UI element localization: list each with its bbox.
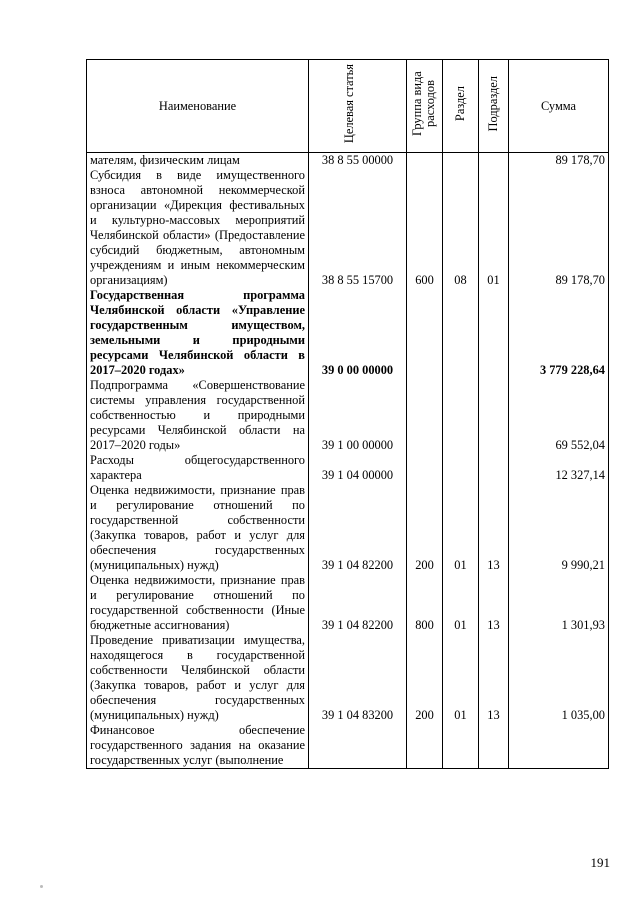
cell-section xyxy=(443,288,479,378)
cell-section xyxy=(443,378,479,453)
cell-name: Проведение приватизации имущества, находящегося в государственной собственности Челябинской области (Закупка товаров, работ и услуг для обеспечения государственных (муниципальных) нужд) xyxy=(87,633,309,723)
cell-name: мателям, физическим лицам xyxy=(87,153,309,169)
cell-target: 39 1 00 00000 xyxy=(309,378,407,453)
header-expense-group: Группа вида расходов xyxy=(407,60,443,153)
cell-name: Государственная программа Челябинской области «Управление государственным имуществом, земельными и природными ресурсами Челябинской области в 2017–2020 годах» xyxy=(87,288,309,378)
cell-group xyxy=(407,378,443,453)
cell-section: 08 xyxy=(443,168,479,288)
cell-target xyxy=(309,723,407,769)
cell-subsection xyxy=(479,453,509,483)
cell-sum: 1 301,93 xyxy=(509,573,609,633)
cell-name: Оценка недвижимости, признание прав и регулирование отношений по государственной собственности (Закупка товаров, работ и услуг для обеспечения государственных (муниципальных) нужд) xyxy=(87,483,309,573)
cell-subsection: 01 xyxy=(479,168,509,288)
cell-name: Финансовое обеспечение государственного задания на оказание государственных услуг (выполнение xyxy=(87,723,309,769)
cell-group xyxy=(407,453,443,483)
cell-sum: 69 552,04 xyxy=(509,378,609,453)
scan-artifact xyxy=(40,885,43,888)
cell-subsection: 13 xyxy=(479,633,509,723)
cell-sum: 9 990,21 xyxy=(509,483,609,573)
table-row xyxy=(87,573,609,633)
cell-target: 39 1 04 82200 xyxy=(309,483,407,573)
header-target: Целевая статья xyxy=(309,60,407,153)
cell-subsection: 13 xyxy=(479,573,509,633)
cell-target: 38 8 55 00000 xyxy=(309,153,407,169)
table-row xyxy=(87,453,609,483)
table-row xyxy=(87,288,609,378)
cell-name: Подпрограмма «Совершенствование системы управления государственной собственностью и природными ресурсами Челябинской области на 2017–2020 годы» xyxy=(87,378,309,453)
budget-table xyxy=(86,59,609,769)
cell-sum: 3 779 228,64 xyxy=(509,288,609,378)
cell-subsection xyxy=(479,288,509,378)
header-section: Раздел xyxy=(443,60,479,153)
cell-target: 39 1 04 00000 xyxy=(309,453,407,483)
cell-target: 39 0 00 00000 xyxy=(309,288,407,378)
cell-subsection xyxy=(479,378,509,453)
header-sum: Сумма xyxy=(509,60,609,153)
table-row xyxy=(87,168,609,288)
cell-sum xyxy=(509,723,609,769)
cell-name: Расходы общегосударственного характера xyxy=(87,453,309,483)
cell-group: 800 xyxy=(407,573,443,633)
cell-subsection xyxy=(479,153,509,169)
cell-subsection: 13 xyxy=(479,483,509,573)
table-row xyxy=(87,378,609,453)
cell-sum: 89 178,70 xyxy=(509,168,609,288)
cell-group xyxy=(407,723,443,769)
cell-section: 01 xyxy=(443,633,479,723)
cell-group xyxy=(407,288,443,378)
cell-section xyxy=(443,153,479,169)
header-name: Наименование xyxy=(87,60,309,153)
table-header xyxy=(87,60,609,153)
table-row xyxy=(87,723,609,769)
cell-sum: 89 178,70 xyxy=(509,153,609,169)
cell-name: Субсидия в виде имущественного взноса автономной некоммерческой организации «Дирекция фестивальных и культурно-массовых мероприятий Челябинской области» (Предоставление субсидий бюджетным, автономным учреждениям и иным некоммерческим организациям) xyxy=(87,168,309,288)
cell-sum: 12 327,14 xyxy=(509,453,609,483)
cell-sum: 1 035,00 xyxy=(509,633,609,723)
table-row xyxy=(87,483,609,573)
cell-section xyxy=(443,453,479,483)
cell-section: 01 xyxy=(443,573,479,633)
table-row xyxy=(87,633,609,723)
cell-section: 01 xyxy=(443,483,479,573)
header-subsection: Подраздел xyxy=(479,60,509,153)
page-number: 191 xyxy=(590,855,610,870)
cell-target: 38 8 55 15700 xyxy=(309,168,407,288)
cell-group: 200 xyxy=(407,483,443,573)
cell-target: 39 1 04 83200 xyxy=(309,633,407,723)
cell-target: 39 1 04 82200 xyxy=(309,573,407,633)
cell-group xyxy=(407,153,443,169)
cell-subsection xyxy=(479,723,509,769)
cell-name: Оценка недвижимости, признание прав и регулирование отношений по государственной собственности (Иные бюджетные ассигнования) xyxy=(87,573,309,633)
cell-group: 600 xyxy=(407,168,443,288)
cell-section xyxy=(443,723,479,769)
cell-group: 200 xyxy=(407,633,443,723)
table-row xyxy=(87,153,609,169)
